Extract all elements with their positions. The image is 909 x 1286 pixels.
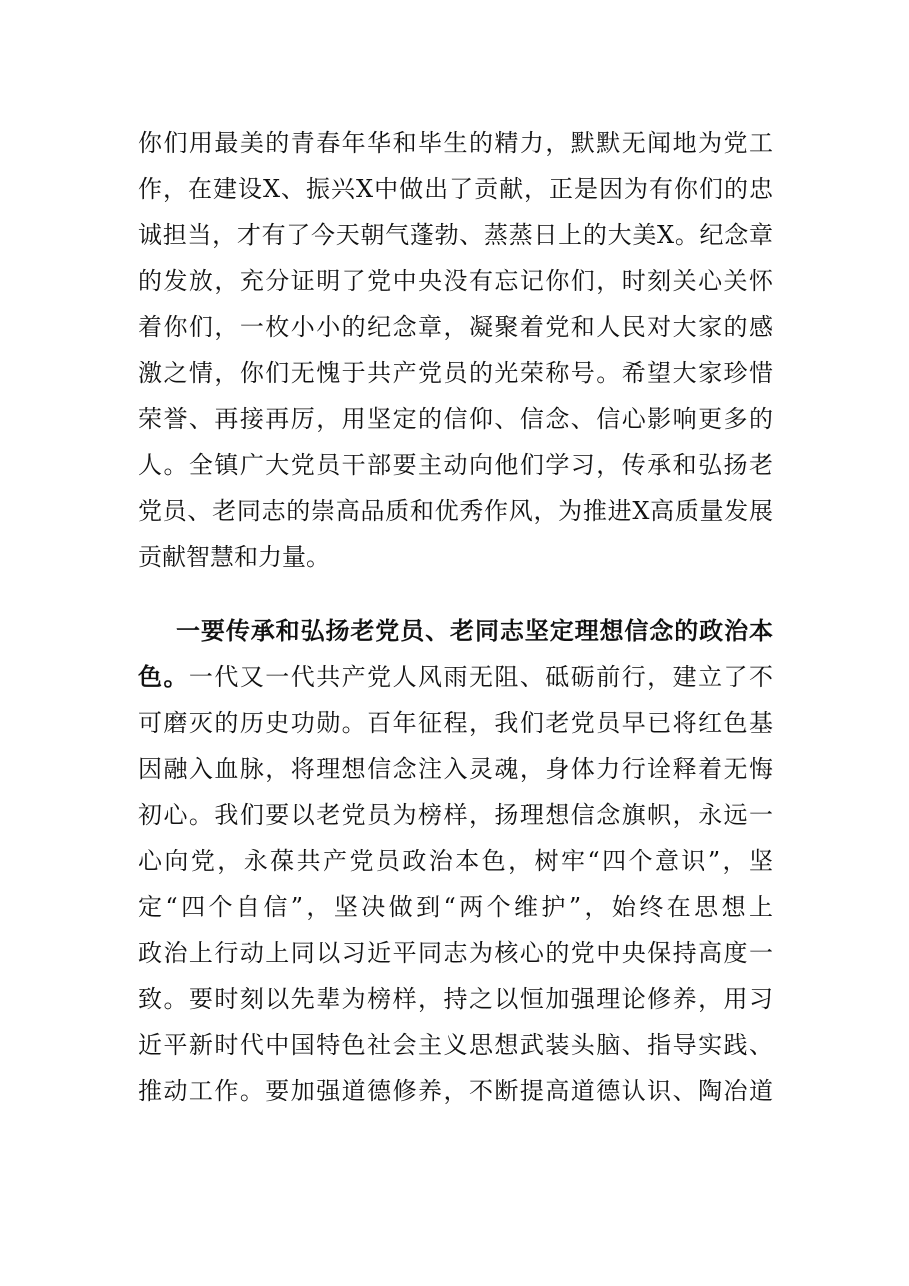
text-line: 因融入血脉，将理想信念注入灵魂，身体力行诠释着无悔 <box>138 755 773 783</box>
section-heading-end: 色。 <box>138 662 189 691</box>
text-line: 人。全镇广大党员干部要主动向他们学习，传承和弘扬老 <box>138 451 773 479</box>
text-line: 近平新时代中国特色社会主义思想武装头脑、指导实践、 <box>138 1031 773 1059</box>
text-line-rest: 一代又一代共产党人风雨无阻、砥砺前行，建立了不 <box>188 663 774 691</box>
text-line: 党员、老同志的崇高品质和优秀作风，为推进X高质量发展 <box>138 497 773 525</box>
text-line: 心向党，永葆共产党员政治本色，树牢“四个意识”，坚 <box>138 847 773 875</box>
text-line: 致。要时刻以先辈为榜样，持之以恒加强理论修养，用习 <box>138 985 773 1013</box>
text-line <box>138 654 773 700</box>
text-line: 贡献智慧和力量。 <box>138 543 330 571</box>
paragraph-2 <box>138 608 773 1114</box>
section-heading: 一要传承和弘扬老党员、老同志坚定理想信念的政治本 <box>176 616 773 645</box>
paragraph-1 <box>138 120 773 580</box>
text-line: 初心。我们要以老党员为榜样，扬理想信念旗帜，永远一 <box>138 801 773 829</box>
text-line: 定“四个自信”，坚决做到“两个维护”，始终在思想上 <box>138 893 773 921</box>
text-line: 激之情，你们无愧于共产党员的光荣称号。希望大家珍惜 <box>138 359 773 387</box>
text-line: 推动工作。要加强道德修养，不断提高道德认识、陶冶道 <box>138 1077 773 1105</box>
text-line: 荣誉、再接再厉，用坚定的信仰、信念、信心影响更多的 <box>138 405 773 433</box>
text-line: 你们用最美的青春年华和毕生的精力，默默无闻地为党工 <box>138 129 773 157</box>
text-line: 政治上行动上同以习近平同志为核心的党中央保持高度一 <box>138 939 773 967</box>
text-line: 诚担当，才有了今天朝气蓬勃、蒸蒸日上的大美X。纪念章 <box>138 221 773 249</box>
text-line: 的发放，充分证明了党中央没有忘记你们，时刻关心关怀 <box>138 267 773 295</box>
text-line: 作，在建设X、振兴X中做出了贡献，正是因为有你们的忠 <box>138 175 773 203</box>
text-line: 可磨灭的历史功勋。百年征程，我们老党员早已将红色基 <box>138 709 773 737</box>
text-line: 着你们，一枚小小的纪念章，凝聚着党和人民对大家的感 <box>138 313 773 341</box>
